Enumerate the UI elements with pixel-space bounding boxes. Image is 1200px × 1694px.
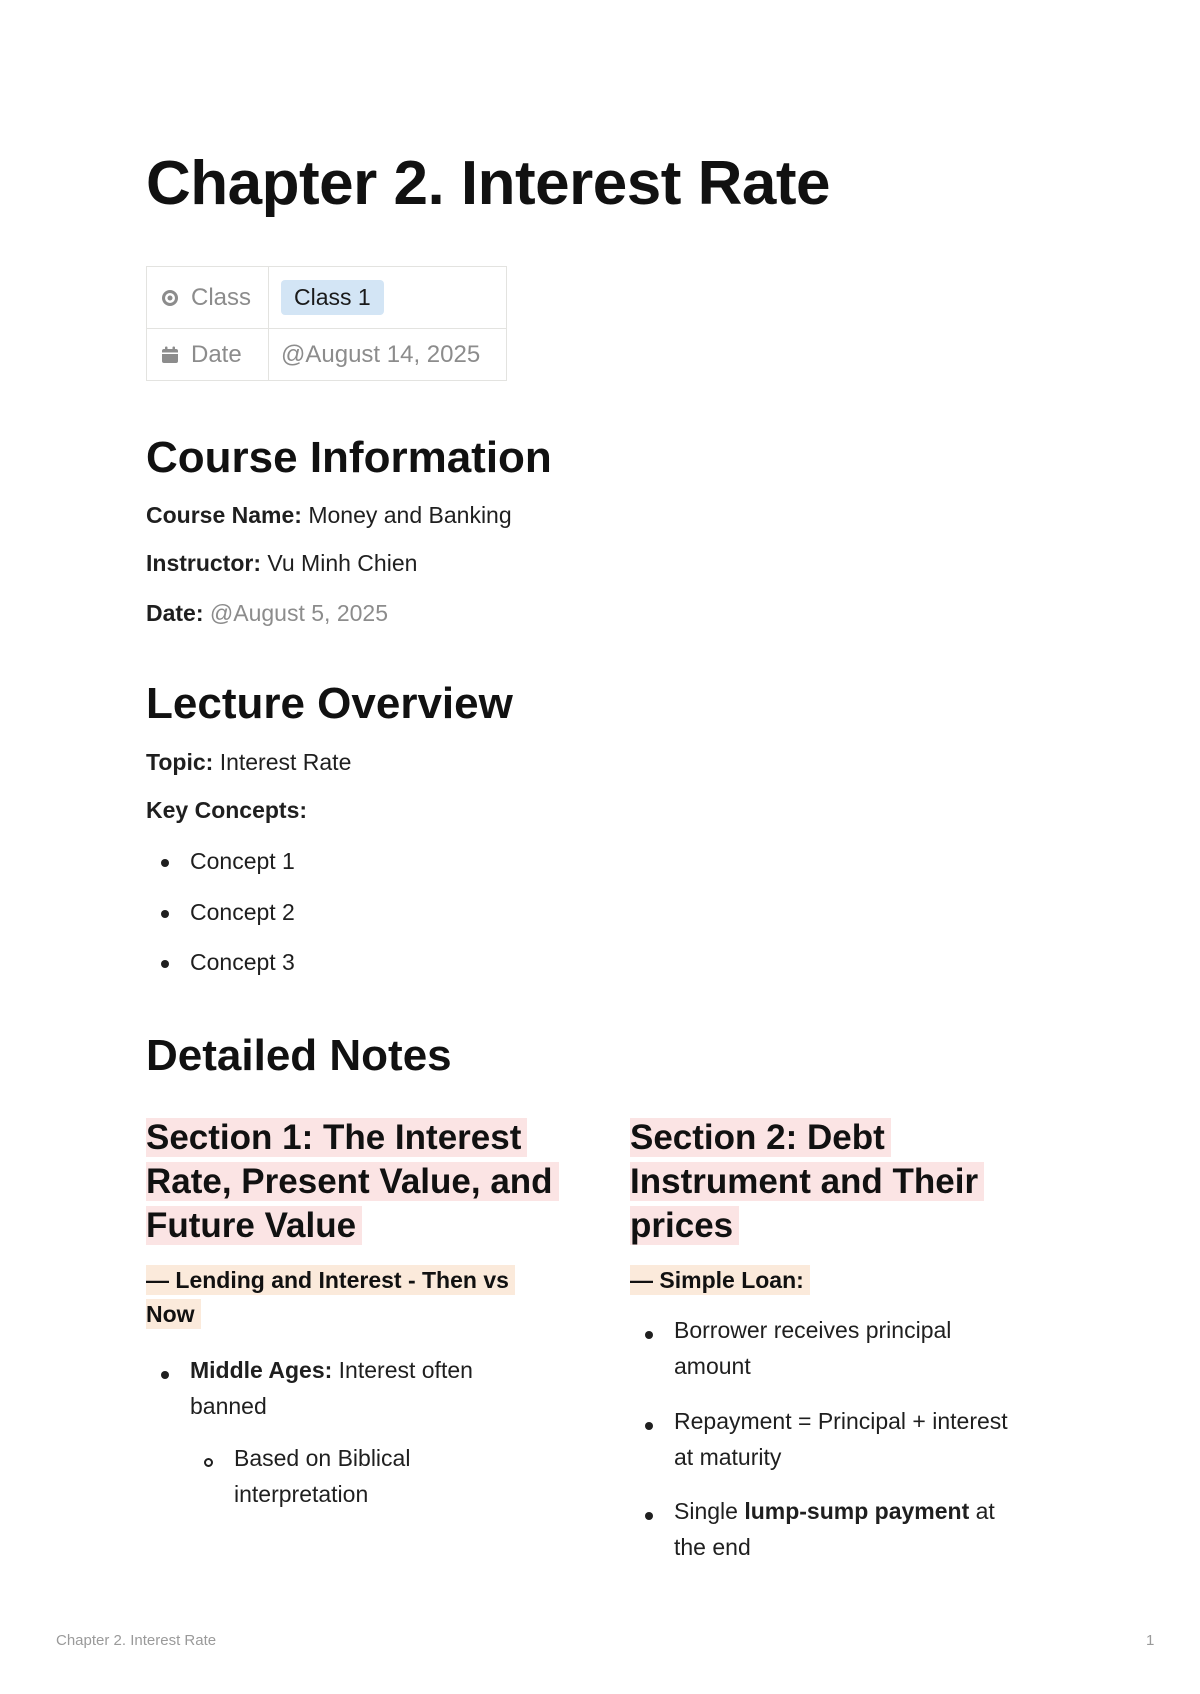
list-item-text: Borrower receives principal	[674, 1317, 952, 1343]
page-title: Chapter 2. Interest Rate	[146, 149, 830, 218]
section-2-title	[630, 1116, 984, 1248]
topic-line	[146, 749, 351, 776]
list-item-text-line2: at maturity	[674, 1444, 782, 1470]
instructor-label: Instructor:	[146, 550, 261, 576]
section-2-title-line: Section 2: Debt	[630, 1118, 891, 1157]
course-information-heading: Course Information	[146, 433, 552, 482]
properties-table	[146, 266, 507, 381]
property-value-class[interactable]	[269, 267, 507, 329]
instructor-line	[146, 550, 417, 577]
list-item-text: at	[969, 1498, 995, 1524]
sub-bullet-text: Based on Biblical	[234, 1445, 411, 1471]
section-1-title	[146, 1116, 559, 1248]
lecture-overview-heading: Lecture Overview	[146, 679, 513, 728]
section-1-title-line: Section 1: The Interest	[146, 1118, 527, 1157]
property-key-date-label: Date	[191, 340, 242, 368]
section-2-title-line: prices	[630, 1206, 739, 1245]
section-2-subheading-text: — Simple Loan:	[630, 1265, 810, 1295]
list-item: Concept 2	[190, 899, 295, 925]
property-value-date[interactable]	[269, 329, 507, 381]
section-1-subheading-line: — Lending and Interest - Then vs	[146, 1265, 515, 1295]
section-1-title-line: Rate, Present Value, and	[146, 1162, 559, 1201]
bullet-dot	[161, 960, 169, 968]
list-item: Concept 3	[190, 949, 295, 975]
bullet-dot	[645, 1512, 653, 1520]
sub-bullet-text-line2: interpretation	[234, 1481, 369, 1507]
list-item	[674, 1403, 1008, 1475]
section-1-subheading	[146, 1263, 515, 1331]
list-item	[234, 1440, 410, 1512]
course-name-value: Money and Banking	[308, 502, 512, 528]
list-item-text-line2: the end	[674, 1534, 751, 1560]
class-tag[interactable]: Class 1	[281, 280, 384, 315]
list-item-text-line2: amount	[674, 1353, 751, 1379]
property-key-class-label: Class	[191, 283, 252, 311]
bullet-dot	[161, 910, 169, 918]
list-item	[674, 1312, 951, 1384]
property-row-date	[147, 329, 507, 381]
detailed-notes-heading: Detailed Notes	[146, 1031, 452, 1080]
property-row-class	[147, 267, 507, 329]
bullet-dot	[645, 1422, 653, 1430]
topic-value: Interest Rate	[219, 749, 352, 775]
footer-document-title: Chapter 2. Interest Rate	[56, 1632, 217, 1649]
calendar-icon	[161, 346, 179, 364]
course-date-mention[interactable]: @August 5, 2025	[209, 600, 388, 626]
section-1-title-line: Future Value	[146, 1206, 362, 1245]
bullet-dot	[645, 1331, 653, 1339]
target-icon	[161, 289, 179, 307]
middle-ages-label: Middle Ages:	[190, 1357, 333, 1383]
key-concepts-label	[146, 797, 307, 824]
middle-ages-text: Interest often	[332, 1357, 473, 1383]
instructor-value: Vu Minh Chien	[267, 550, 418, 576]
section-1-subheading-line: Now	[146, 1299, 201, 1329]
bullet-dot	[161, 859, 169, 867]
list-item-text: Single	[674, 1498, 745, 1524]
course-date-line	[146, 600, 388, 627]
bullet-dot	[161, 1371, 169, 1379]
course-name-line	[146, 502, 512, 529]
property-key-class	[147, 267, 269, 329]
lump-sum-emphasis: lump-sump payment	[744, 1498, 970, 1524]
list-item-text: Repayment = Principal + interest	[674, 1408, 1008, 1434]
section-2-subheading	[630, 1263, 810, 1297]
course-name-label: Course Name:	[146, 502, 302, 528]
date-mention[interactable]: @August 14, 2025	[281, 340, 481, 368]
list-item: Concept 1	[190, 848, 295, 874]
section-2-title-line: Instrument and Their	[630, 1162, 984, 1201]
course-date-label: Date:	[146, 600, 204, 626]
sub-bullet-ring	[204, 1458, 213, 1467]
key-concepts-label-text: Key Concepts:	[146, 797, 308, 823]
property-key-date	[147, 329, 269, 381]
list-item	[674, 1493, 995, 1565]
list-item	[190, 1352, 473, 1424]
footer-page-number: 1	[1146, 1632, 1155, 1649]
middle-ages-text-line2: banned	[190, 1393, 267, 1419]
topic-label: Topic:	[146, 749, 214, 775]
